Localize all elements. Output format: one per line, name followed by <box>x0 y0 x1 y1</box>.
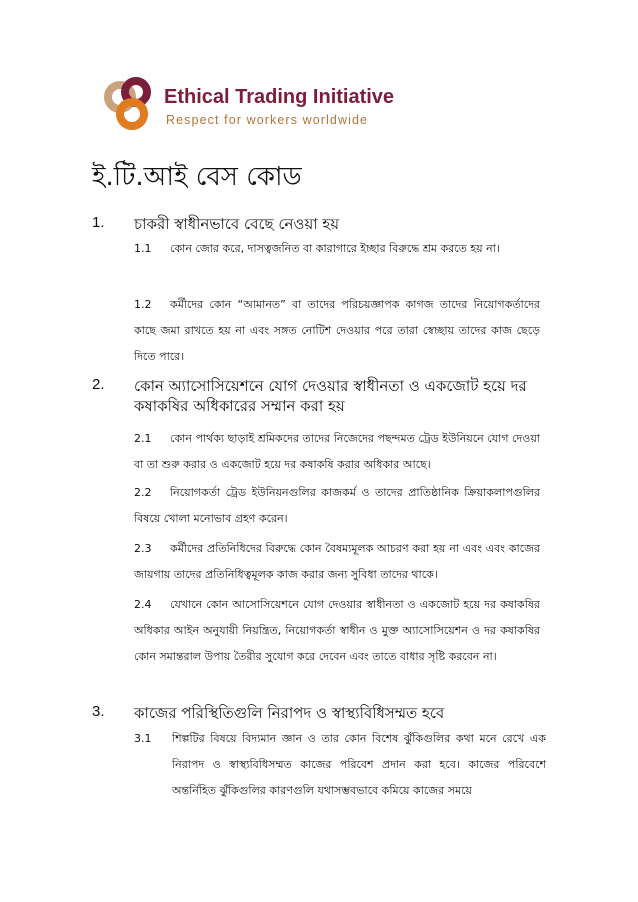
paragraph-text: শিল্পটির বিষয়ে বিদ্যমান জ্ঞান ও তার কোন বিশেষ ঝুঁকিগুলির কথা মনে রেখে এক নিরাপদ ও স্বাস্থ্যবিধিসম্মত কাজের পরিবেশ প্রদান করা হবে। কাজের পরিবেশে অন্তর্নিহিত ঝুঁকিগুলির কারণগুলি যথাসম্ভবভাবে কমিয়ে কাজের সময়ে <box>172 732 546 797</box>
paragraph-text: কর্মীদের কোন “আমানত” বা তাদের পরিচয়জ্ঞাপক কাগজ তাদের নিয়োগকর্তাদের কাছে জমা রাখতে হয় না এবং সঙ্গত নোটিশ দেওয়ার পরে তারা স্বেচ্ছায় তাদের কাজ ছেড়ে দিতে পারে। <box>134 298 540 363</box>
section-number: 2. <box>92 376 105 393</box>
paragraph-text: নিয়োগকর্তা ট্রেড ইউনিয়নগুলির কাজকর্ম ও তাদের প্রাতিষ্ঠানিক ক্রিয়াকলাপগুলির বিষয়ে খোলা মনোভাব গ্রহণ করেন। <box>134 486 540 525</box>
section-heading: কোন অ্যাসোসিয়েশনে যোগ দেওয়ার স্বাধীনতা ও একজোট হয়ে দর কষাকষির অধিকারের সম্মান করা হয় <box>134 377 527 415</box>
section-number: 3. <box>92 703 105 720</box>
section-3 <box>92 703 562 723</box>
logo-title: Ethical Trading Initiative <box>164 86 395 108</box>
section-heading: কাজের পরিস্থিতিগুলি নিরাপদ ও স্বাস্থ্যবিধিসম্মত হবে <box>134 704 445 722</box>
paragraph-2-3 <box>134 536 540 588</box>
eti-logo-mark-icon <box>100 76 160 136</box>
logo-tagline: Respect for workers worldwide <box>166 113 369 127</box>
document-title: ই.টি.আই বেস কোড <box>92 162 302 192</box>
eti-logo <box>100 76 400 136</box>
paragraph-number: 2.3 <box>134 542 152 555</box>
section-heading: চাকরী স্বাধীনভাবে বেছে নেওয়া হয় <box>134 215 340 233</box>
paragraph-text: কোন জোর করে, দাসত্বজনিত বা কারাগারে ইচ্ছার বিরুদ্ধে শ্রম করতে হয় না। <box>170 242 500 255</box>
paragraph-text: কর্মীদের প্রতিনিধিদের বিরুদ্ধে কোন বৈষম্যমূলক আচরণ করা হয় না এবং এবং কাজের জায়গায় তাদের প্রতিনিধিত্বমূলক কাজ করার জন্য সুবিধা তাদের থাকে। <box>134 542 540 581</box>
paragraph-text: যেখানে কোন আসোসিয়েশনে যোগ দেওয়ার স্বাধীনতা ও একজোট হয়ে দর কষাকষির অধিকার আইন অনুযায়ী নিয়ন্ত্রিত, নিয়োগকর্তা স্বাধীন ও মুক্ত অ্যাসোসিয়েশন ও দর কষাকষির কোন সমান্তরাল উপায় তৈরীর সুযোগ করে দেবেন এবং তাতে বাধার সৃষ্টি করবেন না। <box>134 598 540 663</box>
paragraph-2-1 <box>134 426 540 478</box>
paragraph-2-2 <box>134 480 540 532</box>
paragraph-1-1 <box>134 236 540 262</box>
paragraph-1-2 <box>134 292 540 370</box>
paragraph-number: 2.1 <box>134 432 152 445</box>
section-number: 1. <box>92 214 105 231</box>
paragraph-2-4 <box>134 592 540 670</box>
paragraph-3-1 <box>134 726 546 804</box>
paragraph-number: 3.1 <box>134 732 152 745</box>
paragraph-number: 2.2 <box>134 486 152 499</box>
section-1 <box>92 214 562 234</box>
paragraph-number: 1.1 <box>134 242 152 255</box>
paragraph-number: 2.4 <box>134 598 152 611</box>
section-2 <box>92 376 562 416</box>
paragraph-number: 1.2 <box>134 298 152 311</box>
paragraph-text: কোন পার্থক্য ছাড়াই শ্রমিকদের তাদের নিজেদের পছন্দমত ট্রেড ইউনিয়নে যোগ দেওয়া বা তা শুরু করার ও একজোট হয়ে দর কষাকষি করার অধিকার আছে। <box>134 432 540 471</box>
